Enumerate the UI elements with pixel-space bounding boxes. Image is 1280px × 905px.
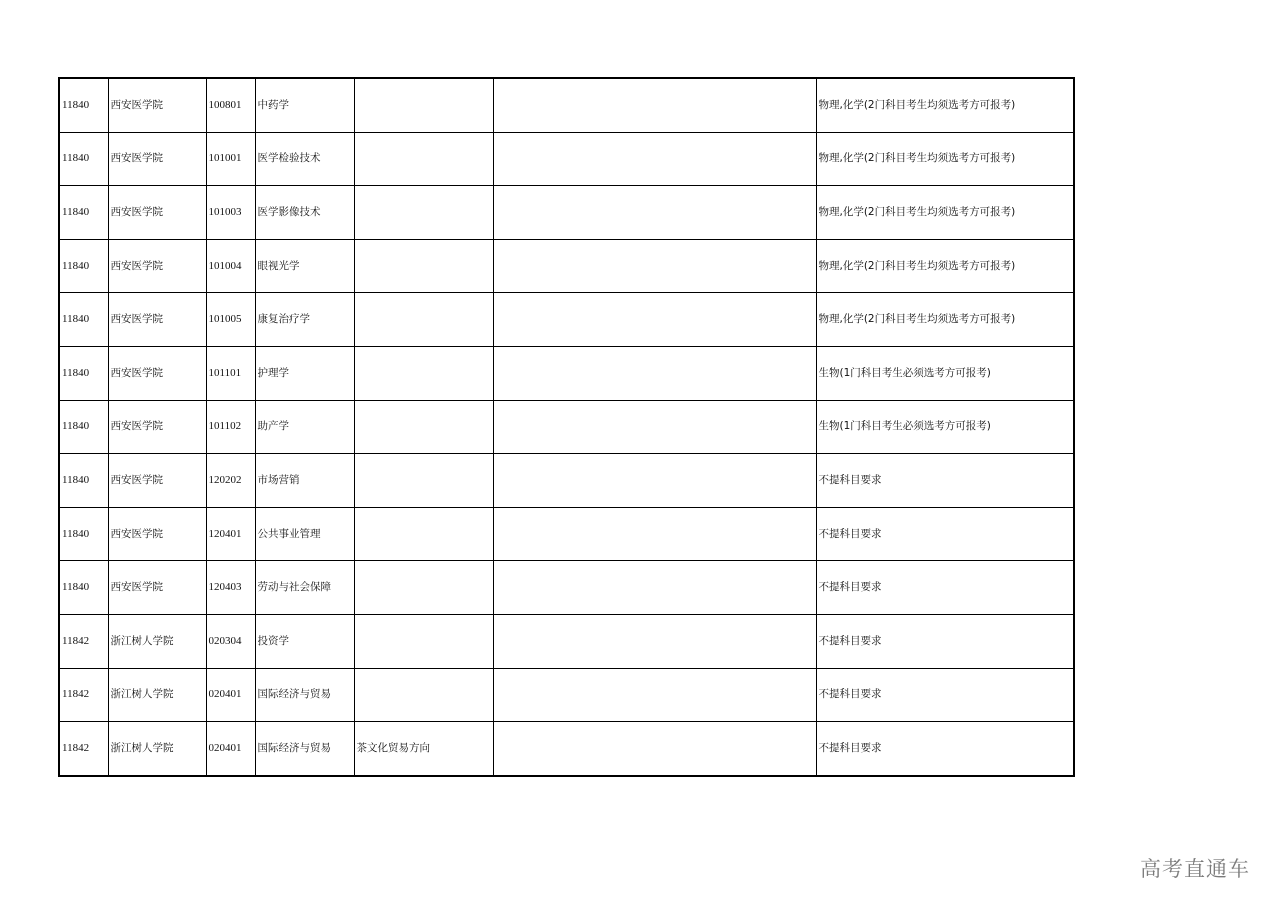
table-row — [59, 293, 1074, 347]
extra-cell — [493, 78, 816, 132]
major-code-cell: 101004 — [206, 239, 255, 293]
major-name-cell: 国际经济与贸易 — [255, 668, 354, 722]
major-note-cell — [354, 346, 493, 400]
major-note-cell — [354, 293, 493, 347]
school-code-cell: 11840 — [59, 186, 108, 240]
subject-requirement-cell: 物理,化学(2门科目考生均须选考方可报考) — [816, 186, 1074, 240]
major-code-cell: 101102 — [206, 400, 255, 454]
table-row — [59, 78, 1074, 132]
major-note-cell — [354, 561, 493, 615]
major-name-cell: 国际经济与贸易 — [255, 722, 354, 776]
extra-cell — [493, 239, 816, 293]
major-name-cell: 市场营销 — [255, 454, 354, 508]
subject-requirement-cell: 不提科目要求 — [816, 614, 1074, 668]
school-name-cell: 西安医学院 — [108, 454, 206, 508]
major-code-cell: 020304 — [206, 614, 255, 668]
extra-cell — [493, 454, 816, 508]
school-code-cell: 11840 — [59, 400, 108, 454]
table-row — [59, 239, 1074, 293]
major-name-cell: 眼视光学 — [255, 239, 354, 293]
extra-cell — [493, 614, 816, 668]
table-row — [59, 454, 1074, 508]
subject-requirement-cell: 物理,化学(2门科目考生均须选考方可报考) — [816, 293, 1074, 347]
extra-cell — [493, 561, 816, 615]
major-code-cell: 120403 — [206, 561, 255, 615]
major-code-cell: 020401 — [206, 668, 255, 722]
subject-requirement-cell: 物理,化学(2门科目考生均须选考方可报考) — [816, 239, 1074, 293]
extra-cell — [493, 507, 816, 561]
school-code-cell: 11840 — [59, 561, 108, 615]
major-note-cell — [354, 132, 493, 186]
major-note-cell: 茶文化贸易方向 — [354, 722, 493, 776]
subject-requirement-cell: 生物(1门科目考生必须选考方可报考) — [816, 346, 1074, 400]
table-row — [59, 507, 1074, 561]
school-name-cell: 西安医学院 — [108, 400, 206, 454]
major-name-cell: 投资学 — [255, 614, 354, 668]
table-row — [59, 400, 1074, 454]
extra-cell — [493, 400, 816, 454]
school-name-cell: 西安医学院 — [108, 507, 206, 561]
table-row — [59, 132, 1074, 186]
school-name-cell: 浙江树人学院 — [108, 614, 206, 668]
table-row — [59, 614, 1074, 668]
school-name-cell: 西安医学院 — [108, 346, 206, 400]
school-code-cell: 11840 — [59, 293, 108, 347]
major-note-cell — [354, 78, 493, 132]
school-name-cell: 浙江树人学院 — [108, 722, 206, 776]
major-code-cell: 101001 — [206, 132, 255, 186]
major-name-cell: 助产学 — [255, 400, 354, 454]
school-name-cell: 浙江树人学院 — [108, 668, 206, 722]
subject-requirements-table — [58, 77, 1075, 777]
subject-requirement-cell: 物理,化学(2门科目考生均须选考方可报考) — [816, 132, 1074, 186]
major-note-cell — [354, 614, 493, 668]
table-row — [59, 722, 1074, 776]
table-row — [59, 668, 1074, 722]
extra-cell — [493, 346, 816, 400]
school-code-cell: 11840 — [59, 239, 108, 293]
school-code-cell: 11842 — [59, 722, 108, 776]
subject-requirement-cell: 不提科目要求 — [816, 722, 1074, 776]
major-code-cell: 120401 — [206, 507, 255, 561]
table-row — [59, 346, 1074, 400]
school-code-cell: 11840 — [59, 507, 108, 561]
school-name-cell: 西安医学院 — [108, 132, 206, 186]
subject-requirement-cell: 生物(1门科目考生必须选考方可报考) — [816, 400, 1074, 454]
subject-requirement-cell: 不提科目要求 — [816, 668, 1074, 722]
major-code-cell: 120202 — [206, 454, 255, 508]
watermark-text: 高考直通车 — [1140, 857, 1250, 881]
school-code-cell: 11840 — [59, 78, 108, 132]
school-code-cell: 11840 — [59, 454, 108, 508]
school-code-cell: 11840 — [59, 132, 108, 186]
school-name-cell: 西安医学院 — [108, 239, 206, 293]
extra-cell — [493, 186, 816, 240]
major-note-cell — [354, 239, 493, 293]
subject-requirement-cell: 不提科目要求 — [816, 454, 1074, 508]
extra-cell — [493, 293, 816, 347]
major-name-cell: 中药学 — [255, 78, 354, 132]
major-code-cell: 101101 — [206, 346, 255, 400]
school-name-cell: 西安医学院 — [108, 561, 206, 615]
school-name-cell: 西安医学院 — [108, 186, 206, 240]
extra-cell — [493, 132, 816, 186]
major-code-cell: 100801 — [206, 78, 255, 132]
table-body — [59, 78, 1074, 776]
major-name-cell: 医学检验技术 — [255, 132, 354, 186]
major-note-cell — [354, 400, 493, 454]
major-name-cell: 护理学 — [255, 346, 354, 400]
major-code-cell: 101003 — [206, 186, 255, 240]
major-name-cell: 康复治疗学 — [255, 293, 354, 347]
table-row — [59, 561, 1074, 615]
major-note-cell — [354, 186, 493, 240]
major-name-cell: 医学影像技术 — [255, 186, 354, 240]
extra-cell — [493, 722, 816, 776]
extra-cell — [493, 668, 816, 722]
major-note-cell — [354, 454, 493, 508]
subject-requirement-cell: 不提科目要求 — [816, 561, 1074, 615]
major-note-cell — [354, 507, 493, 561]
major-note-cell — [354, 668, 493, 722]
school-code-cell: 11842 — [59, 668, 108, 722]
school-name-cell: 西安医学院 — [108, 293, 206, 347]
major-code-cell: 020401 — [206, 722, 255, 776]
school-code-cell: 11842 — [59, 614, 108, 668]
school-name-cell: 西安医学院 — [108, 78, 206, 132]
school-code-cell: 11840 — [59, 346, 108, 400]
subject-requirement-cell: 不提科目要求 — [816, 507, 1074, 561]
major-code-cell: 101005 — [206, 293, 255, 347]
major-name-cell: 公共事业管理 — [255, 507, 354, 561]
major-name-cell: 劳动与社会保障 — [255, 561, 354, 615]
subject-requirement-cell: 物理,化学(2门科目考生均须选考方可报考) — [816, 78, 1074, 132]
table-row — [59, 186, 1074, 240]
